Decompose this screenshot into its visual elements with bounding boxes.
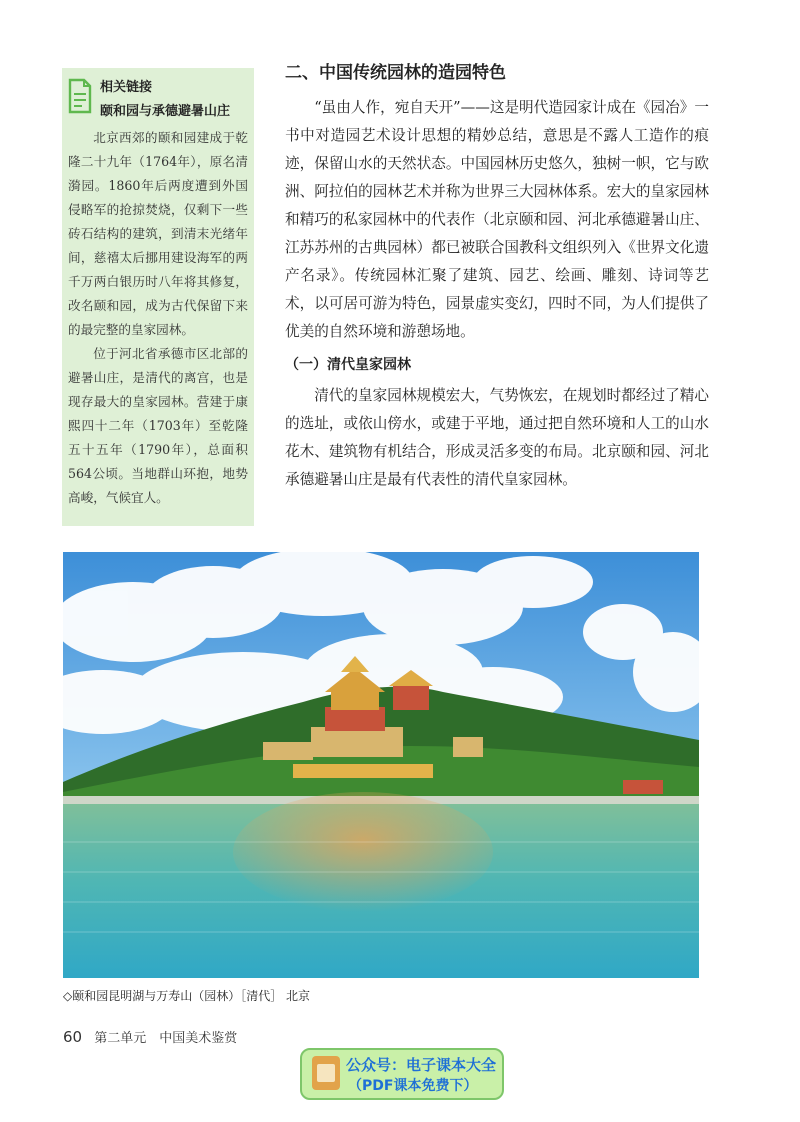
watermark-line2: （PDF课本免费下） [348,1078,478,1094]
sidebar-paragraph: 北京西郊的颐和园建成于乾隆二十九年（1764年），原名清漪园。1860年后两度遭到外国侵略军的抢掠焚烧，仅剩下一些砖石结构的建筑，到清末光绪年间，慈禧太后挪用建设海军的两千万两白银历时八年将其修复，改名颐和园，成为古代保留下来的最完整的皇家园林。 [68,130,248,337]
page-footer [63,1027,237,1046]
page-number: 60 [63,1028,83,1046]
summer-palace-photo [63,552,699,978]
section-title: 二、中国传统园林的造园特色 [285,63,506,83]
photo-caption: ◇颐和园昆明湖与万寿山（园林）［清代］ 北京 [63,989,311,1003]
sidebar-label: 相关链接 [100,80,153,95]
main-text-column [285,60,709,494]
sidebar-paragraph: 位于河北省承德市区北部的避暑山庄，是清代的离宫，也是现存最大的皇家园林。营建于康熙四十二年（1703年）至乾隆五十五年（1790年），总面积564公顷。当地群山环抱，地势高峻，气候宜人。 [68,346,248,505]
watermark-badge [300,1048,504,1100]
sidebar-body [68,126,248,510]
unit-title: 第二单元 中国美术鉴赏 [94,1031,238,1046]
document-icon [66,76,94,116]
body-paragraph: 清代的皇家园林规模宏大，气势恢宏，在规划时都经过了精心的选址，或依山傍水，或建于平地，通过把自然环境和人工的山水花木、建筑物有机结合，形成灵活多变的布局。北京颐和园、河北承德避暑山庄是最有代表性的清代皇家园林。 [285,387,709,488]
book-icon [312,1056,340,1090]
body-paragraph: “虽由人作，宛自天开”——这是明代造园家计成在《园冶》一书中对造园艺术设计思想的精妙总结，意思是不露人工造作的痕迹，保留山水的天然状态。中国园林历史悠久，独树一帜，它与欧洲、阿拉伯的园林艺术并称为世界三大园林体系。宏大的皇家园林和精巧的私家园林中的代表作（北京颐和园、河北承德避暑山庄、江苏苏州的古典园林）都已被联合国教科文组织列入《世界文化遗产名录》。传统园林汇聚了建筑、园艺、绘画、雕刻、诗词等艺术，以可居可游为特色，园景虚实变幻，四时不同，为人们提供了优美的自然环境和游憩场地。 [285,99,709,340]
sidebar-header [62,68,254,124]
summer-palace-illustration [63,552,699,978]
related-links-sidebar [62,68,254,526]
sidebar-title: 颐和园与承德避暑山庄 [100,104,231,119]
watermark-line1: 公众号：电子课本大全 [346,1056,497,1074]
subheading: （一）清代皇家园林 [285,357,411,373]
